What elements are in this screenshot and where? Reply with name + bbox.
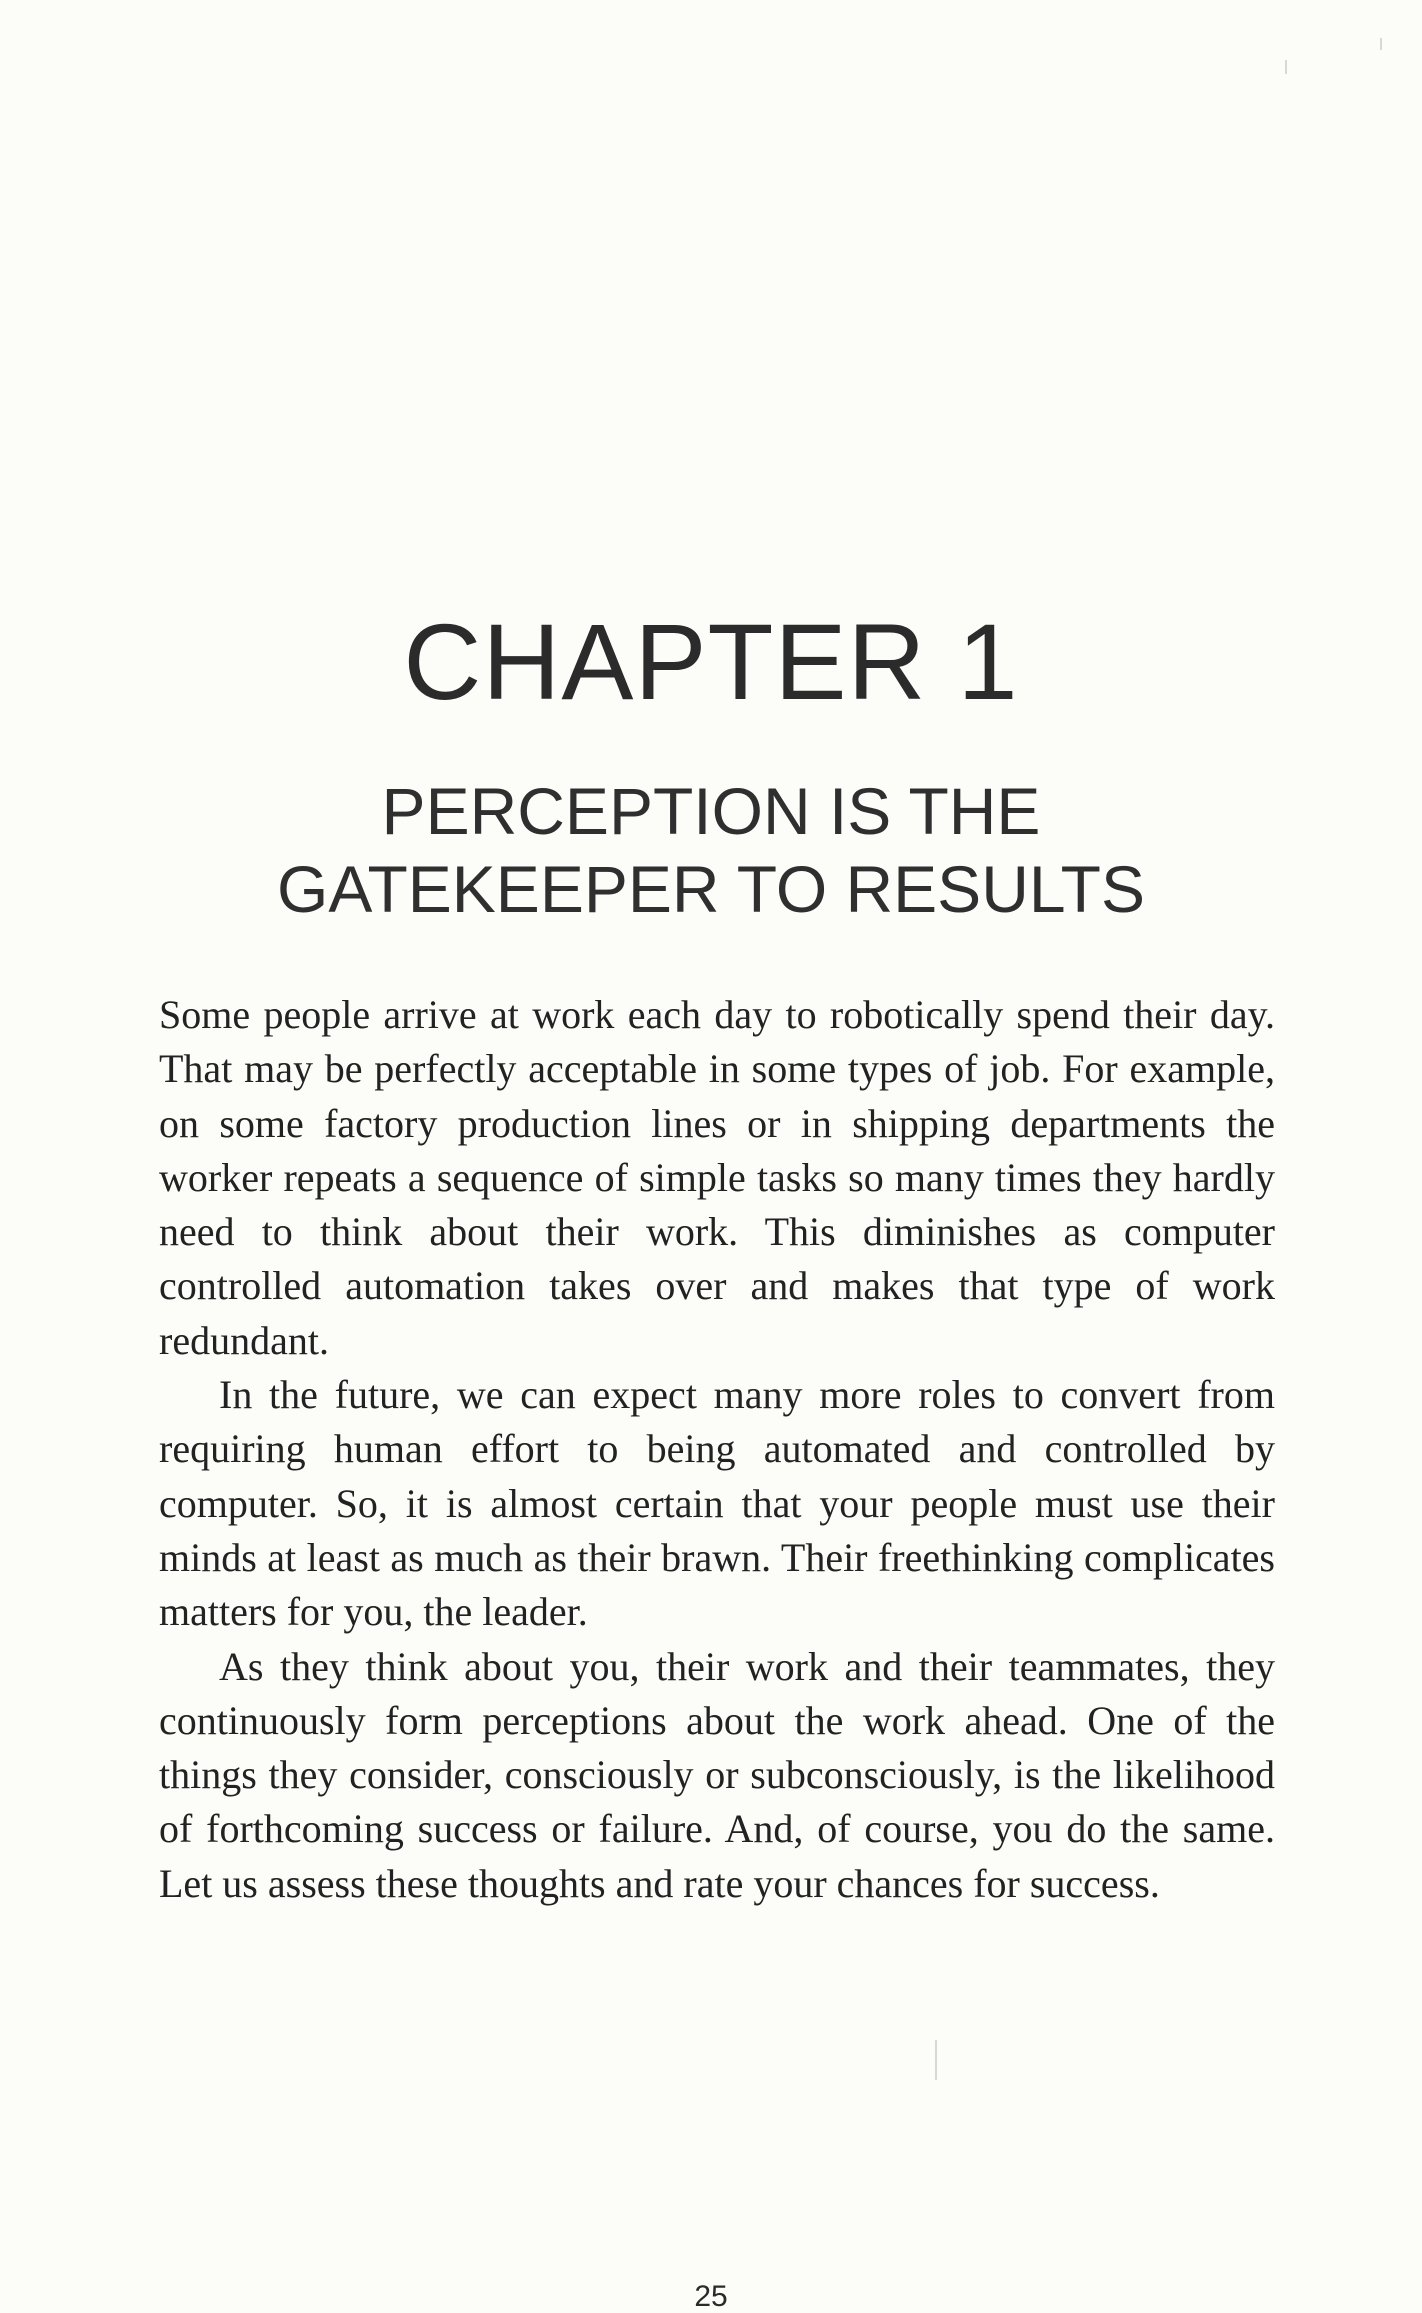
chapter-heading: CHAPTER 1	[403, 601, 1019, 722]
body-text	[159, 988, 1275, 1911]
paragraph: As they think about you, their work and their teammates, they continuously form perceptions about the work ahead. One of the things they consider, consciously or subconsciously, is the likelihood of forthcoming success or failure. And, of course, you do the same. Let us assess these thoughts and rate your chances for success.	[159, 1643, 1275, 1906]
paper-speck	[1285, 60, 1287, 74]
paper-speck	[1380, 38, 1382, 50]
chapter-subtitle-line-1: PERCEPTION IS THE	[381, 774, 1041, 848]
paper-speck	[935, 2040, 937, 2080]
paragraph: In the future, we can expect many more roles to convert from requiring human effort to being automated and controlled by computer. So, it is almost certain that your people must use their minds at least as much as their brawn. Their freethinking complicates matters for you, the leader.	[159, 1372, 1275, 1635]
chapter-subtitle	[0, 772, 1422, 928]
chapter-subtitle-line-2: GATEKEEPER TO RESULTS	[276, 852, 1146, 926]
page-number: 25	[694, 2280, 728, 2313]
paragraph: Some people arrive at work each day to robotically spend their day. That may be perfectly acceptable in some types of job. For example, on some factory production lines or in shipping departments the worker repeats a sequence of simple tasks so many times they hardly need to think about their work. This diminishes as computer controlled automation takes over and makes that type of work redundant.	[159, 992, 1275, 1363]
